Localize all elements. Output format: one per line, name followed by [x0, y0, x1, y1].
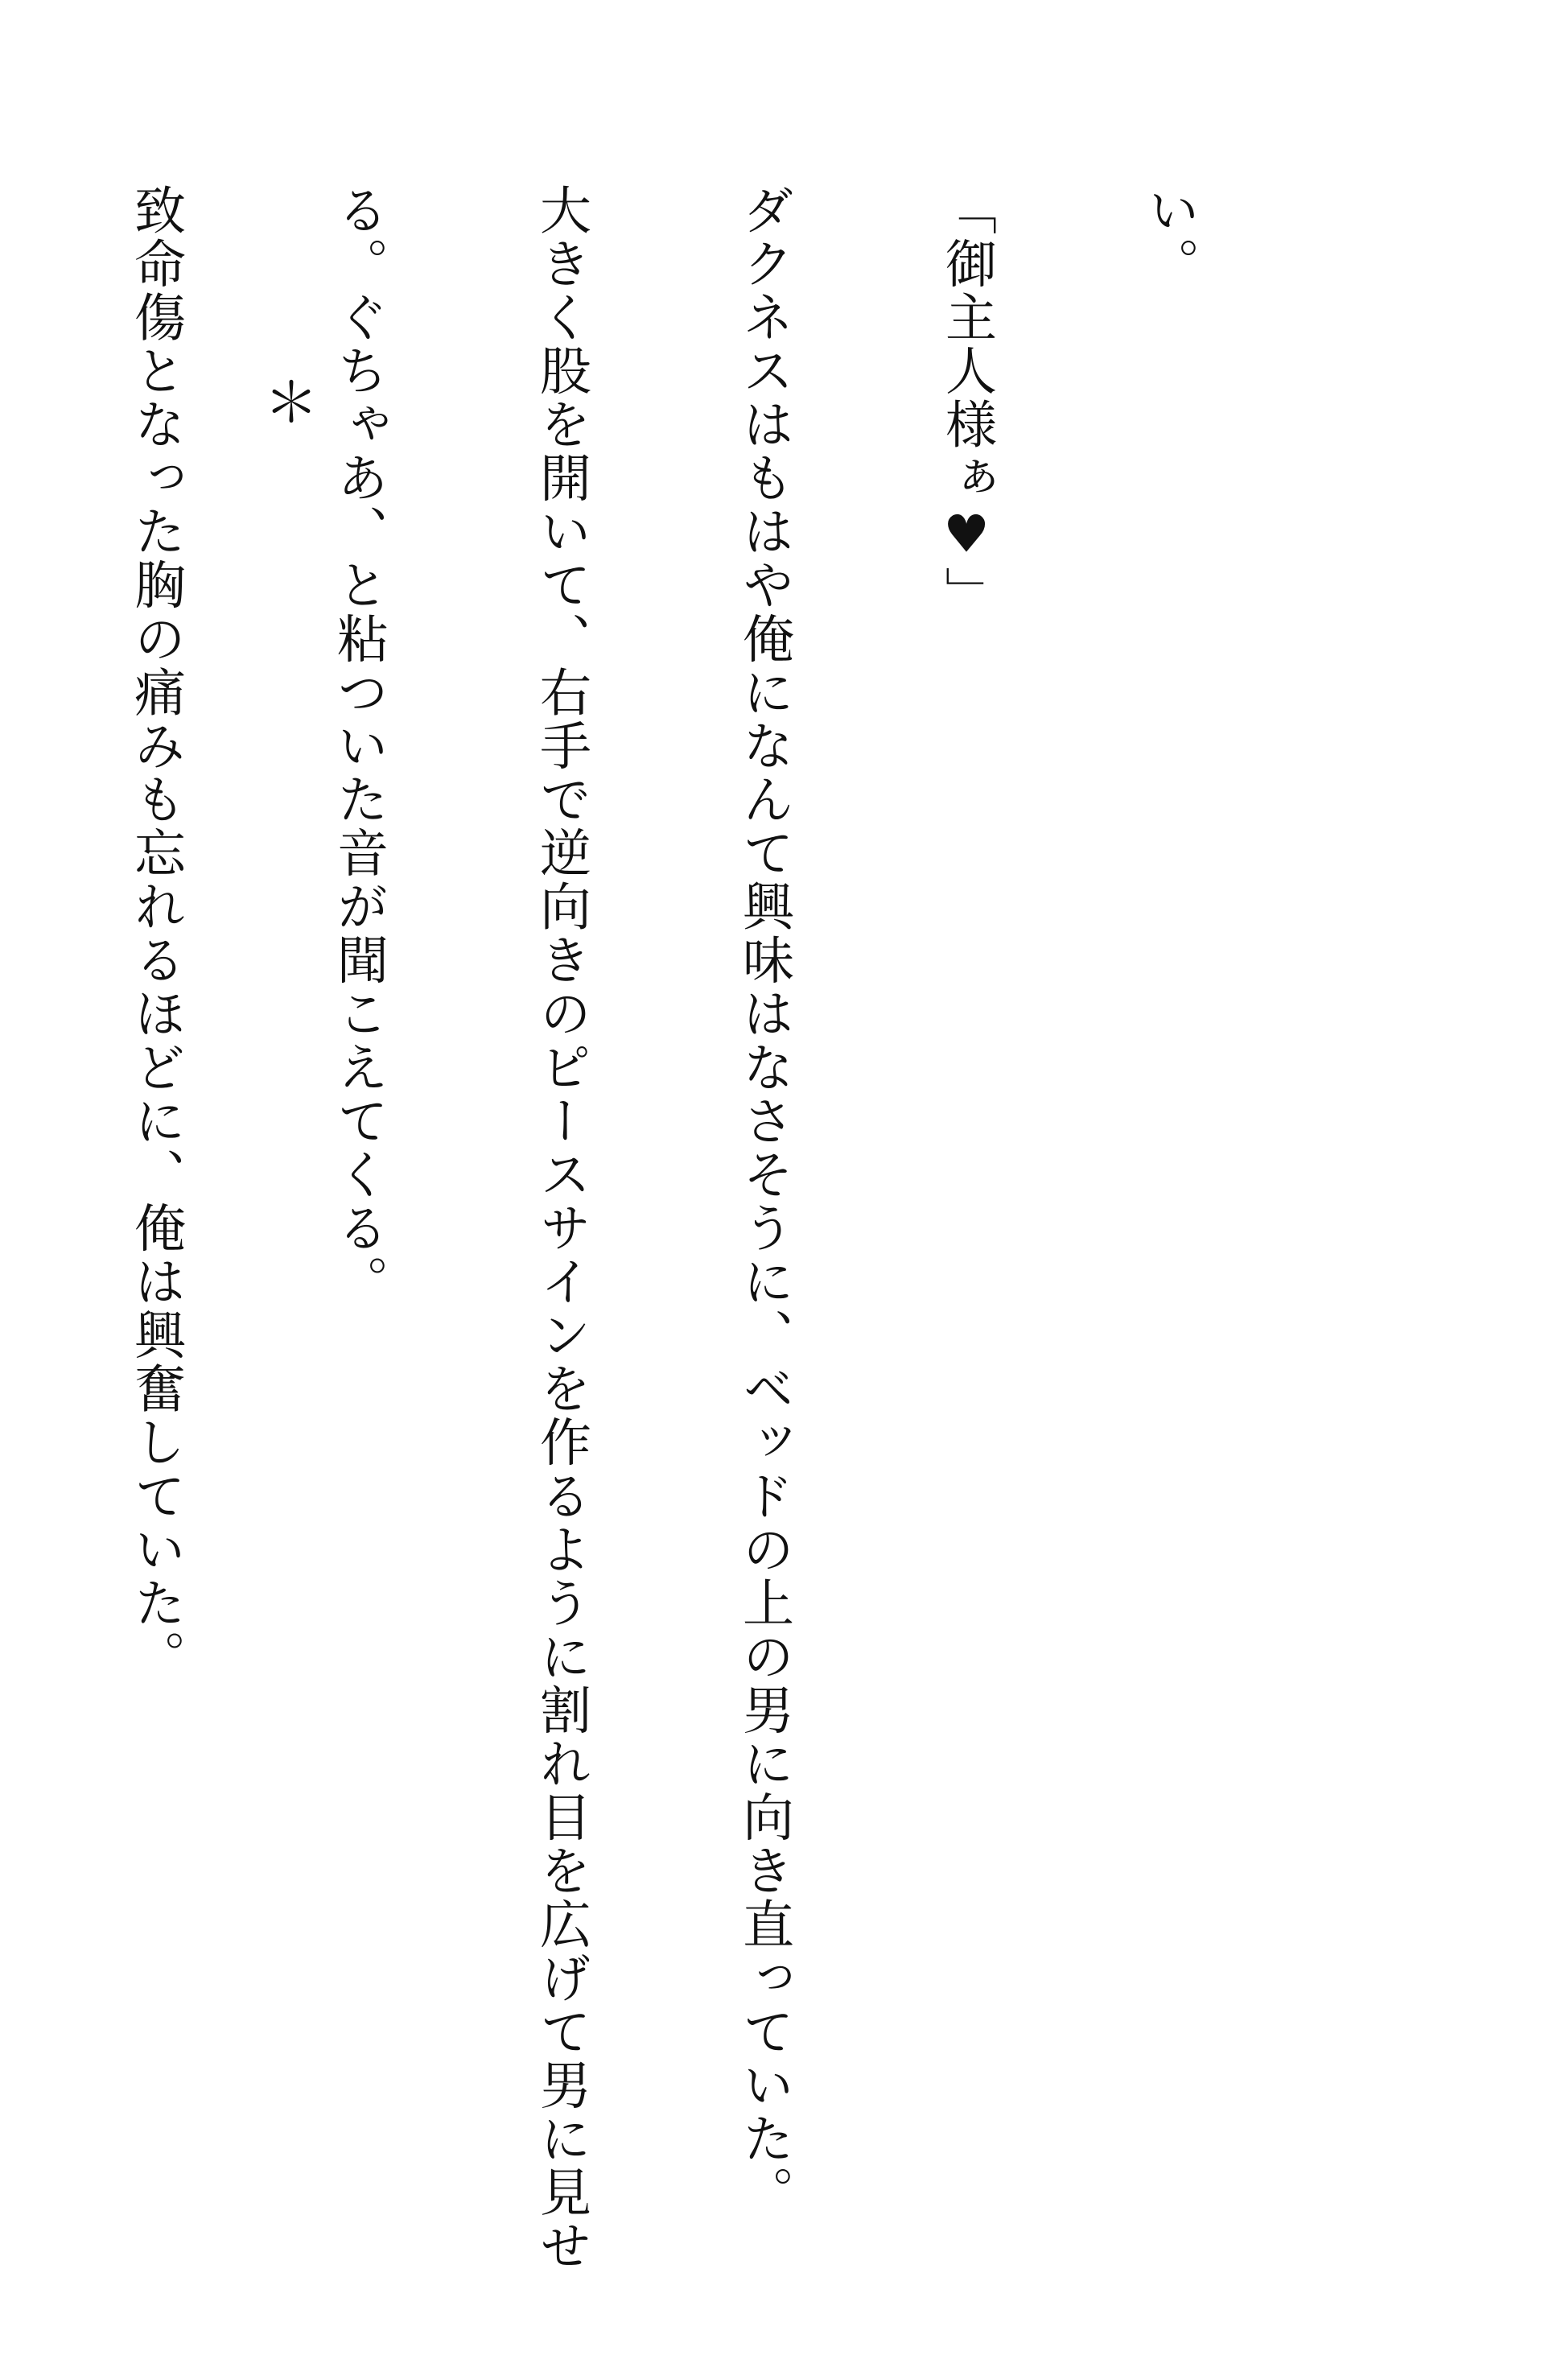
text-line: 大きく股を開いて、右手で逆向きのピースサインを作るように割れ目を広げて男に見せ	[531, 184, 591, 2273]
text-line: ダクネスはもはや俺になんて興味はなさそうに、ベッドの上の男に向き直っていた。	[734, 184, 793, 2220]
text-line: い。	[1139, 184, 1199, 291]
text-line: 「御主人様ぁ♥」	[937, 184, 996, 621]
scene-break-asterisk: ＊	[264, 372, 319, 435]
text-line: 致命傷となった胸の痛みも忘れるほどに、俺は興奮していた。	[126, 184, 185, 1684]
vertical-text-body	[0, 184, 1338, 2273]
text-line: る。ぐちゃあ、と粘ついた音が聞こえてくる。	[328, 184, 388, 1309]
